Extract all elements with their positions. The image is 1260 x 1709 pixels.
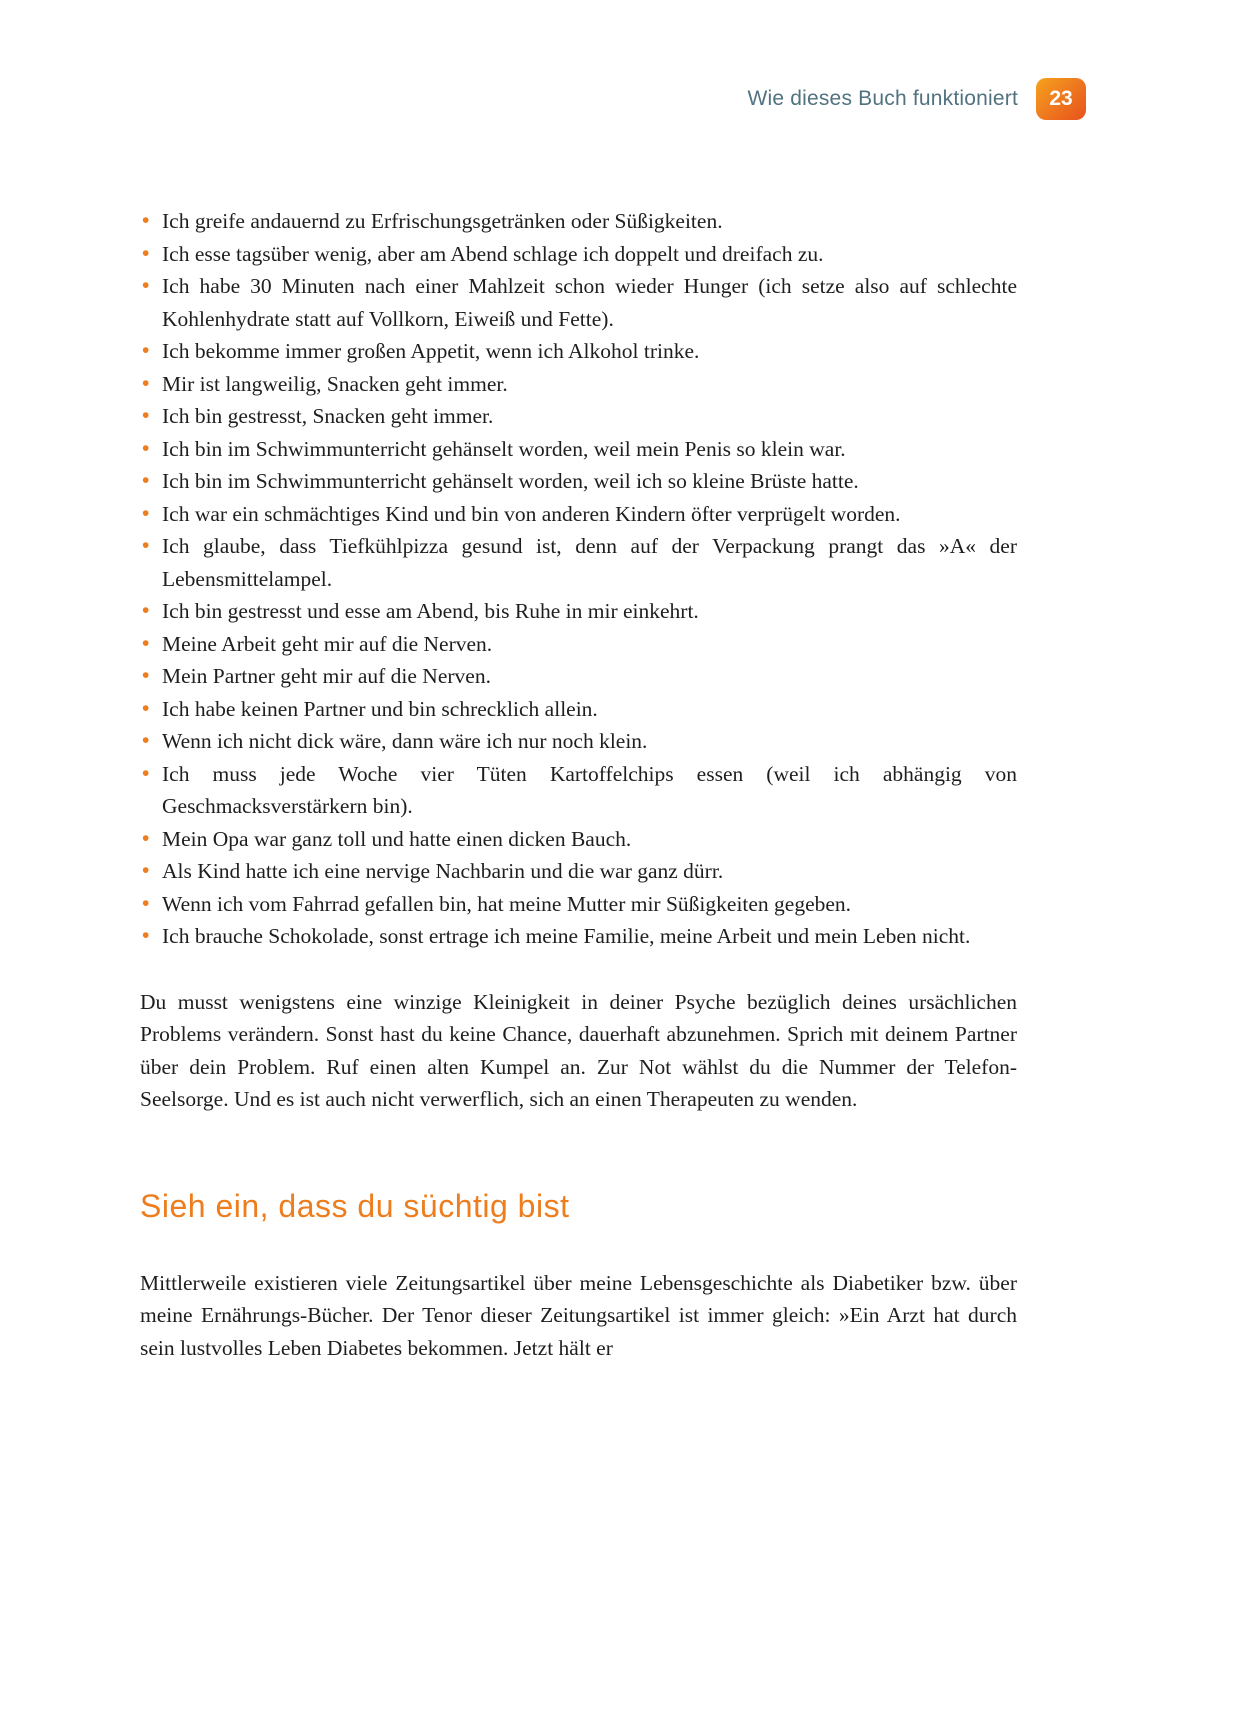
list-item: • Wenn ich vom Fahrrad gefallen bin, hat meine Mutter mir Süßigkeiten gegeben. <box>140 888 1017 921</box>
list-item: • Ich bin im Schwimmunterricht gehänselt worden, weil mein Penis so klein war. <box>140 433 1017 466</box>
list-item: • Meine Arbeit geht mir auf die Nerven. <box>140 628 1017 661</box>
section-heading: Sieh ein, dass du süchtig bist <box>140 1187 570 1224</box>
running-header-title: Wie dieses Buch funktioniert <box>747 87 1018 110</box>
list-item: • Mir ist langweilig, Snacken geht immer. <box>140 368 1017 401</box>
list-item: • Ich muss jede Woche vier Tüten Kartoffelchips essen (weil ich abhängig von Geschmacksverstärkern bin). <box>140 758 1017 823</box>
list-item: • Ich esse tagsüber wenig, aber am Abend schlage ich doppelt und dreifach zu. <box>140 238 1017 271</box>
list-item: • Mein Partner geht mir auf die Nerven. <box>140 660 1017 693</box>
page-content <box>140 205 1017 1364</box>
list-item: • Ich greife andauernd zu Erfrischungsgetränken oder Süßigkeiten. <box>140 205 1017 238</box>
page-number-badge: 23 <box>1036 78 1086 120</box>
running-header <box>0 78 1086 120</box>
list-item: • Ich habe keinen Partner und bin schrecklich allein. <box>140 693 1017 726</box>
list-item: • Ich bin gestresst, Snacken geht immer. <box>140 400 1017 433</box>
list-item: • Mein Opa war ganz toll und hatte einen dicken Bauch. <box>140 823 1017 856</box>
list-item: • Ich glaube, dass Tiefkühlpizza gesund ist, denn auf der Verpackung prangt das »A« der Lebensmittelampel. <box>140 530 1017 595</box>
list-item: • Wenn ich nicht dick wäre, dann wäre ich nur noch klein. <box>140 725 1017 758</box>
paragraph-intro-addiction: Mittlerweile existieren viele Zeitungsartikel über meine Lebensgeschichte als Diabetiker bzw. über meine Ernährungs-Bücher. Der Tenor dieser Zeitungsartikel ist immer gleich: »Ein Arzt hat durch sein lustvolles Leben Diabetes bekommen. Jetzt hält er <box>140 1270 1017 1360</box>
list-item: • Ich bekomme immer großen Appetit, wenn ich Alkohol trinke. <box>140 335 1017 368</box>
list-item: • Ich habe 30 Minuten nach einer Mahlzeit schon wieder Hunger (ich setze also auf schlechte Kohlenhydrate statt auf Vollkorn, Eiweiß und Fette). <box>140 270 1017 335</box>
list-item: • Als Kind hatte ich eine nervige Nachbarin und die war ganz dürr. <box>140 855 1017 888</box>
list-item: • Ich war ein schmächtiges Kind und bin von anderen Kindern öfter verprügelt worden. <box>140 498 1017 531</box>
list-item: • Ich bin im Schwimmunterricht gehänselt worden, weil ich so kleine Brüste hatte. <box>140 465 1017 498</box>
list-item: • Ich bin gestresst und esse am Abend, bis Ruhe in mir einkehrt. <box>140 595 1017 628</box>
paragraph-advice: Du musst wenigstens eine winzige Kleinigkeit in deiner Psyche bezüglich deines ursächlichen Problems verändern. Sonst hast du keine Chance, dauerhaft abzunehmen. Sprich mit deinem Partner über dein Problem. Ruf einen alten Kumpel an. Zur Not wählst du die Nummer der Telefon-Seelsorge. Und es ist auch nicht verwerflich, sich an einen Therapeuten zu wenden. <box>140 989 1017 1111</box>
symptom-list <box>140 205 1017 953</box>
list-item: • Ich brauche Schokolade, sonst ertrage ich meine Familie, meine Arbeit und mein Leben nicht. <box>140 920 1017 953</box>
